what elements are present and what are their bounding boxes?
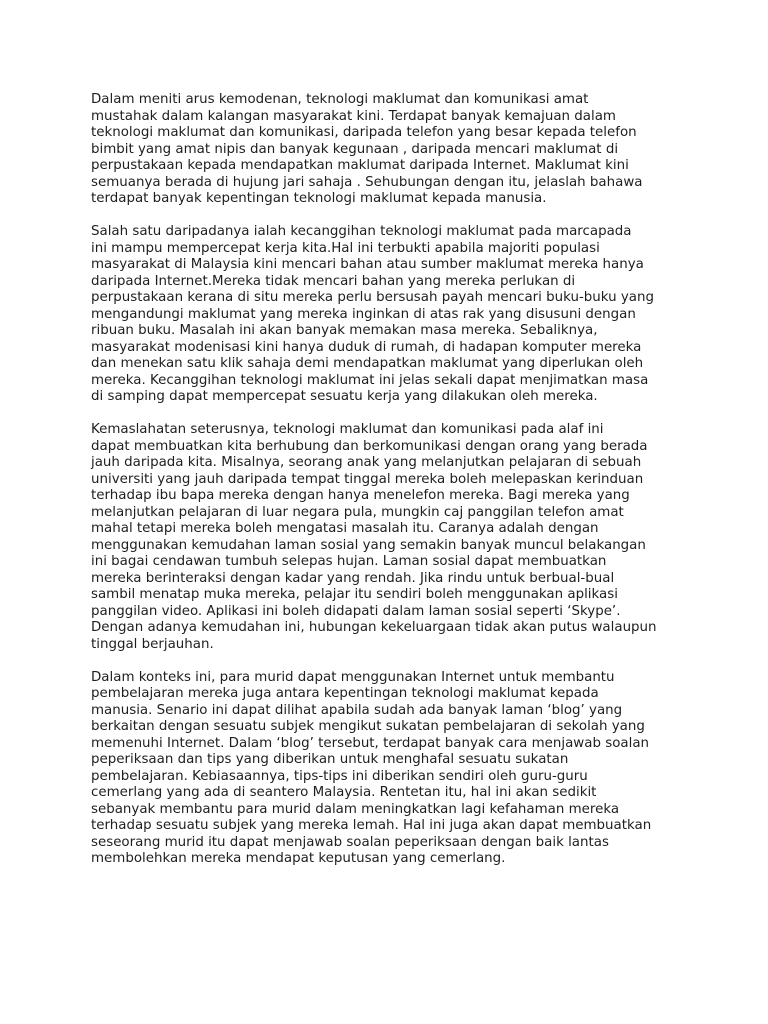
paragraph-learning: Dalam konteks ini, para murid dapat menggunakan Internet untuk membantu pembelajaran mereka juga antara kepentingan teknologi maklumat kepada manusia. Senario ini dapat dilihat apabila sudah ada banyak laman ‘blog’ yang berkaitan dengan sesuatu subjek mengikut sukatan pembelajaran di sekolah yang memenuhi Internet. Dalam ‘blog’ tersebut, terdapat banyak cara menjawab soalan peperiksaan dan tips yang diberikan untuk menghafal sesuatu sukatan pembelajaran. Kebiasaannya, tips-tips ini diberikan sendiri oleh guru-guru cemerlang yang ada di seantero Malaysia. Rentetan itu, hal ini akan sedikit sebanyak membantu para murid dalam meningkatkan lagi kefahaman mereka terhadap sesuatu subjek yang mereka lemah. Hal ini juga akan dapat membuatkan seseorang murid itu dapat menjawab soalan peperiksaan dengan baik lantas membolehkan mereka mendapat keputusan yang cemerlang. [91, 669, 652, 866]
paragraph-intro: Dalam meniti arus kemodenan, teknologi maklumat dan komunikasi amat mustahak dalam kalangan masyarakat kini. Terdapat banyak kemajuan dalam teknologi maklumat dan komunikasi, daripada telefon yang besar kepada telefon bimbit yang amat nipis dan banyak kegunaan , daripada mencari maklumat di perpustakaan kepada mendapatkan maklumat daripada Internet. Maklumat kini semuanya berada di hujung jari sahaja . Sehubungan dengan itu, jelaslah bahawa terdapat banyak kepentingan teknologi maklumat kepada manusia. [91, 92, 643, 206]
document-body [91, 92, 691, 884]
paragraph-communication: Kemaslahatan seterusnya, teknologi maklumat dan komunikasi pada alaf ini dapat membuatkan kita berhubung dan berkomunikasi dengan orang yang berada jauh daripada kita. Misalnya, seorang anak yang melanjutkan pelajaran di sebuah universiti yang jauh daripada tempat tinggal mereka boleh melepaskan kerinduan terhadap ibu bapa mereka dengan hanya menelefon mereka. Bagi mereka yang melanjutkan pelajaran di luar negara pula, mungkin caj panggilan telefon amat mahal tetapi mereka boleh mengatasi masalah itu. Caranya adalah dengan menggunakan kemudahan laman sosial yang semakin banyak muncul belakangan ini bagai cendawan tumbuh selepas hujan. Laman sosial dapat membuatkan mereka berinteraksi dengan kadar yang rendah. Jika rindu untuk berbual-bual sambil menatap muka mereka, pelajar itu sendiri boleh menggunakan aplikasi panggilan video. Aplikasi ini boleh didapati dalam laman sosial seperti ‘Skype’. Dengan adanya kemudahan ini, hubungan kekeluargaan tidak akan putus walaupun tinggal berjauhan. [91, 422, 657, 652]
paragraph-speed: Salah satu daripadanya ialah kecanggihan teknologi maklumat pada marcapada ini mampu mempercepat kerja kita.Hal ini terbukti apabila majoriti populasi masyarakat di Malaysia kini mencari bahan atau sumber maklumat mereka hanya daripada Internet.Mereka tidak mencari bahan yang mereka perlukan di perpustakaan kerana di situ mereka perlu bersusah payah mencari buku-buku yang mengandungi maklumat yang mereka inginkan di atas rak yang disusuni dengan ribuan buku. Masalah ini akan banyak memakan masa mereka. Sebaliknya, masyarakat modenisasi kini hanya duduk di rumah, di hadapan komputer mereka dan menekan satu klik sahaja demi mendapatkan maklumat yang diperlukan oleh mereka. Kecanggihan teknologi maklumat ini jelas sekali dapat menjimatkan masa di samping dapat mempercepat sesuatu kerja yang dilakukan oleh mereka. [91, 224, 654, 404]
